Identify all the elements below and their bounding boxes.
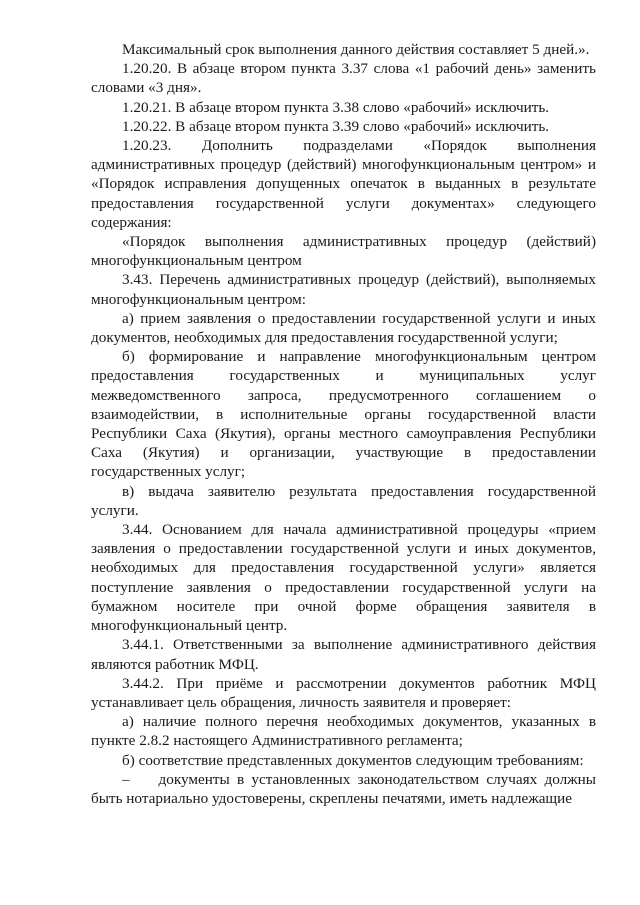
paragraph-3-44: 3.44. Основанием для начала административной процедуры «прием заявления о предоставлении государственной услуги и иных документов, необходимых для предоставления государственной услуги» является поступление заявления о предоставлении государственной услуги на бумажном носителе при очной форме обращения заявителя в многофункциональный центр. xyxy=(91,521,596,635)
list-item-b: б) формирование и направление многофункциональным центром предоставления государственных и муниципальных услуг межведомственного запроса, предусмотренного соглашением о взаимодействии, в исполнительные органы государственной власти Республики Саха (Якутия), органы местного самоуправления Республики Саха (Якутия) и организации, участвующие в предоставлении государственных услуг; xyxy=(91,348,596,481)
paragraph-1-20-21: 1.20.21. В абзаце втором пункта 3.38 слово «рабочий» исключить. xyxy=(122,98,550,116)
requirement-dash-item: – документы в установленных законодательством случаях должны быть нотариально удостоверены, скреплены печатями, иметь надлежащие xyxy=(91,770,596,807)
list-item-v: в) выдача заявителю результата предоставления государственной услуги. xyxy=(91,482,596,519)
paragraph-3-43: 3.43. Перечень административных процедур (действий), выполняемых многофункциональным центром: xyxy=(91,271,596,308)
paragraph-deadline: Максимальный срок выполнения данного действия составляет 5 дней.». xyxy=(122,41,590,58)
check-item-b: б) соответствие представленных документов следующим требованиям: xyxy=(122,751,584,769)
paragraph-1-20-22: 1.20.22. В абзаце втором пункта 3.39 слово «рабочий» исключить. xyxy=(122,117,550,135)
document-page xyxy=(91,40,596,808)
check-item-a: а) наличие полного перечня необходимых документов, указанных в пункте 2.8.2 настоящего Административного регламента; xyxy=(91,713,596,750)
paragraph-3-44-1: 3.44.1. Ответственными за выполнение административного действия являются работник МФЦ. xyxy=(91,636,596,673)
paragraph-1-20-20: 1.20.20. В абзаце втором пункта 3.37 слова «1 рабочий день» заменить словами «3 дня». xyxy=(91,60,596,97)
list-item-a: а) прием заявления о предоставлении государственной услуги и иных документов, необходимых для предоставления государственной услуги; xyxy=(91,309,596,347)
paragraph-3-44-2: 3.44.2. При приёме и рассмотрении документов работник МФЦ устанавливает цель обращения, личность заявителя и проверяет: xyxy=(91,674,596,711)
subsection-heading: «Порядок выполнения административных процедур (действий) многофункциональным центром xyxy=(91,233,596,270)
paragraph-1-20-23: 1.20.23. Дополнить подразделами «Порядок выполнения административных процедур (действий) многофункциональным центром» и «Порядок исправления допущенных опечаток в выданных в результате предоставления государственной услуги документах» следующего содержания: xyxy=(91,137,596,231)
